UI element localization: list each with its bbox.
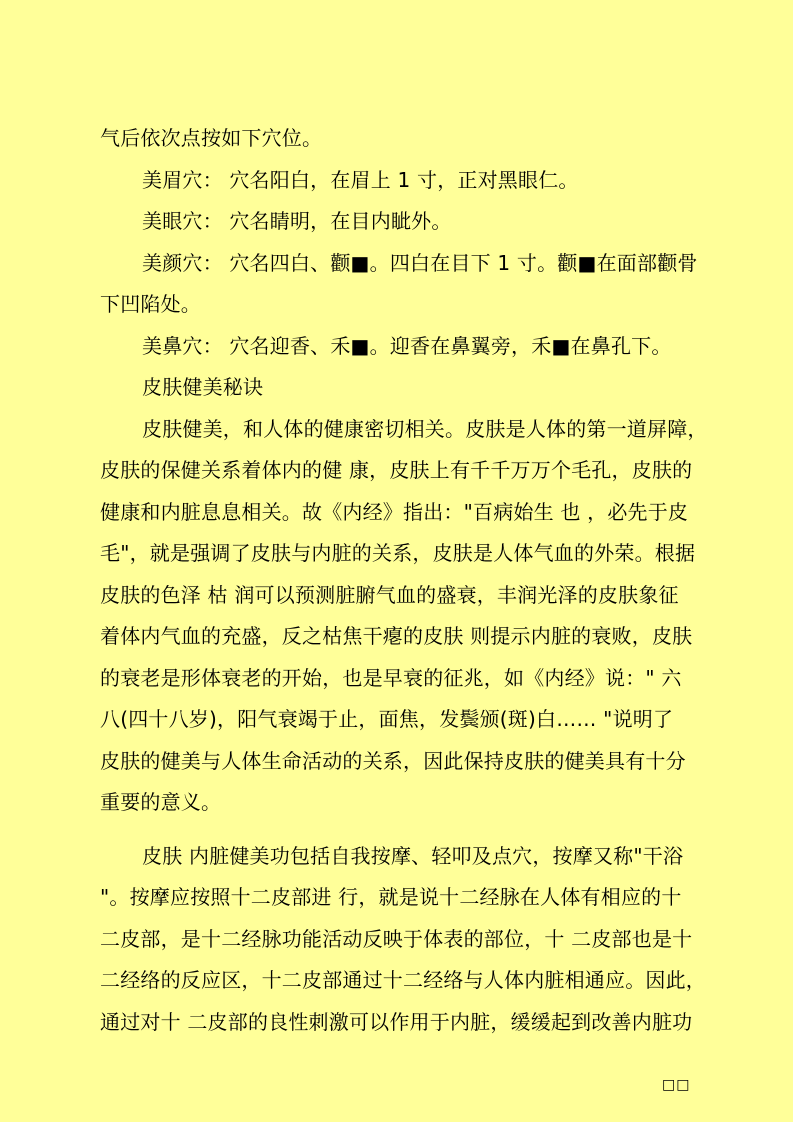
text-line: 气后依次点按如下穴位。: [100, 126, 323, 150]
section-heading: 皮肤健美秘诀: [142, 375, 264, 399]
document-body: [100, 118, 725, 1043]
text-line: 皮肤的保健关系着体内的健 康，皮肤上有千千万万个毛孔，皮肤的: [100, 458, 693, 482]
text-line: 美眉穴： 穴名阳白，在眉上 1 寸，正对黑眼仁。: [142, 167, 579, 192]
text-line: 皮肤健美，和人体的健康密切相关。皮肤是人体的第一道屏障，: [142, 416, 708, 441]
text-line: 的衰老是形体衰老的开始，也是早衰的征兆，如《内经》说：" 六: [100, 665, 682, 690]
text-line: 皮肤的健美与人体生命活动的关系，因此保持皮肤的健美具有十分: [100, 748, 686, 773]
text-line: 下凹陷处。: [100, 292, 201, 316]
text-line: 八(四十八岁)，阳气衰竭于止，面焦，发鬓颁(斑)白…… "说明了: [100, 707, 674, 731]
text-line: 健康和内脏息息相关。故《内经》指出："百病始生 也 ，必先于皮: [100, 499, 689, 524]
text-line: 毛"，就是强调了皮肤与内脏的关系，皮肤是人体气血的外荣。根据: [100, 541, 696, 565]
text-line: 皮肤的色泽 枯 润可以预测脏腑气血的盛衰，丰润光泽的皮肤象征: [100, 582, 679, 607]
text-line: 美鼻穴： 穴名迎香、禾■。迎香在鼻翼旁，禾■在鼻孔下。: [142, 333, 672, 358]
text-line: 通过对十 二皮部的良性刺激可以作用于内脏，缓缓起到改善内脏功: [100, 1009, 693, 1034]
text-line: 皮肤 内脏健美功包括自我按摩、轻叩及点穴，按摩又称"干浴: [142, 843, 684, 868]
text-line: 二皮部，是十二经脉功能活动反映于体表的部位，十 二皮部也是十: [100, 926, 693, 951]
text-line: 二经络的反应区，十二皮部通过十二经络与人体内脏相通应。因此，: [100, 968, 706, 992]
text-line: 美颜穴： 穴名四白、颧■。四白在目下 1 寸。颧■在面部颧骨: [142, 250, 698, 275]
text-line: 重要的意义。: [100, 790, 222, 814]
text-line: 美眼穴： 穴名睛明，在目内眦外。: [142, 209, 452, 233]
text-line: 着体内气血的充盛，反之枯焦干瘪的皮肤 则提示内脏的衰败，皮肤: [100, 624, 693, 648]
page-number: □□: [662, 1077, 691, 1093]
text-line: "。按摩应按照十二皮部进 行，就是说十二经脉在人体有相应的十: [100, 885, 682, 909]
